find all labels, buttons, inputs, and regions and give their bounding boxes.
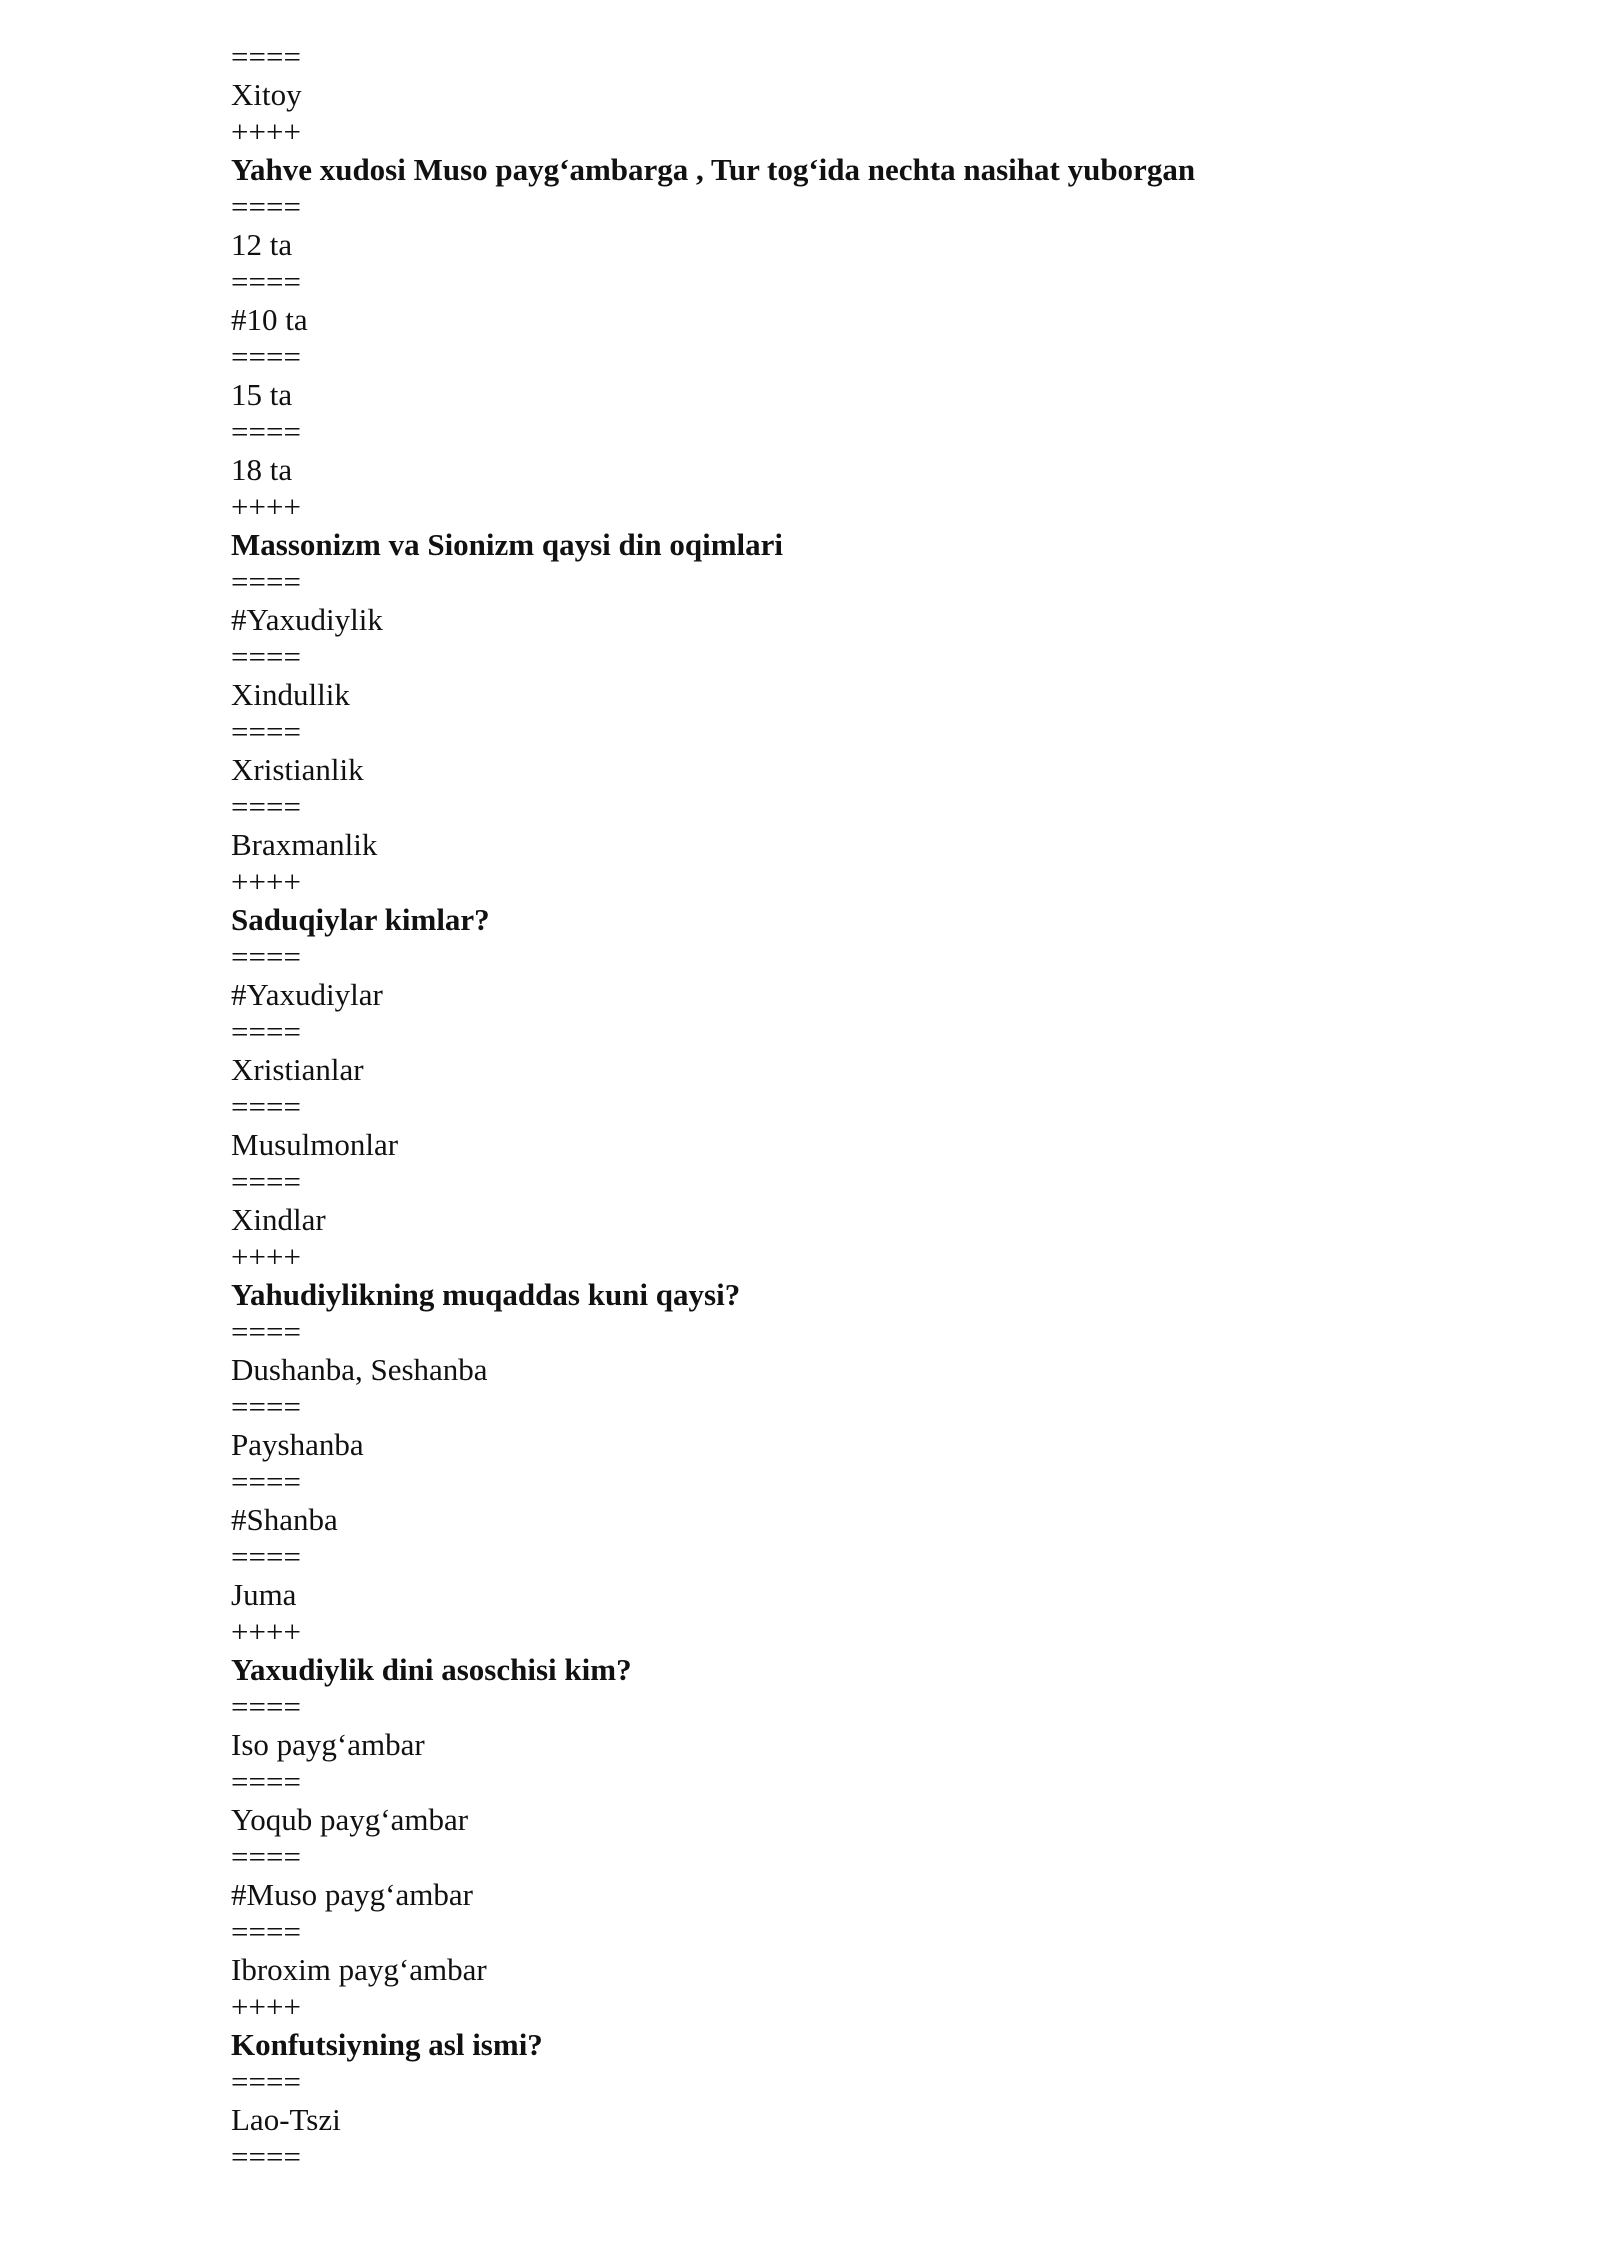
separator-line: ==== [231, 2139, 301, 2174]
separator-line: ==== [231, 714, 301, 749]
answer-option: Payshanba [231, 1426, 364, 1462]
separator-line: ==== [231, 1164, 301, 1199]
answer-option: Xindullik [231, 676, 350, 712]
separator-line: ++++ [231, 1239, 301, 1274]
answer-option: Lao-Tszi [231, 2101, 341, 2137]
answer-option: Dushanba, Seshanba [231, 1351, 488, 1387]
separator-line: ==== [231, 639, 301, 674]
answer-option: #Shanba [231, 1501, 338, 1537]
answer-option: 18 ta [231, 451, 293, 487]
answer-option: Braxmanlik [231, 826, 378, 862]
answer-option: 15 ta [231, 376, 293, 412]
answer-option: 12 ta [231, 226, 293, 262]
separator-line: ==== [231, 39, 301, 74]
question-text: Yaxudiylik dini asoschisi kim? [231, 1651, 632, 1687]
separator-line: ==== [231, 1464, 301, 1499]
answer-option: #Yaxudiylar [231, 976, 383, 1012]
separator-line: ==== [231, 1914, 301, 1949]
answer-option: #10 ta [231, 301, 308, 337]
separator-line: ==== [231, 564, 301, 599]
separator-line: ==== [231, 189, 301, 224]
answer-option: Musulmonlar [231, 1126, 399, 1162]
answer-option: Xristianlik [231, 751, 364, 787]
separator-line: ++++ [231, 114, 301, 149]
separator-line: ++++ [231, 489, 301, 524]
separator-line: ==== [231, 414, 301, 449]
separator-line: ==== [231, 1089, 301, 1124]
separator-line: ==== [231, 264, 301, 299]
question-text: Yahve xudosi Muso payg‘ambarga , Tur tog‘ida nechta nasihat yuborgan [231, 151, 1196, 187]
separator-line: ==== [231, 1389, 301, 1424]
separator-line: ==== [231, 1014, 301, 1049]
question-text: Saduqiylar kimlar? [231, 901, 490, 937]
question-text: Konfutsiyning asl ismi? [231, 2026, 543, 2062]
question-text: Yahudiylikning muqaddas kuni qaysi? [231, 1276, 741, 1312]
answer-option: #Yaxudiylik [231, 601, 383, 637]
separator-line: ==== [231, 789, 301, 824]
document-body [231, 38, 1531, 2176]
answer-option: Xristianlar [231, 1051, 364, 1087]
separator-line: ==== [231, 2064, 301, 2099]
separator-line: ==== [231, 1839, 301, 1874]
answer-option: #Muso payg‘ambar [231, 1876, 473, 1912]
separator-line: ==== [231, 1314, 301, 1349]
answer-option: Ibroxim payg‘ambar [231, 1951, 487, 1987]
answer-option: Yoqub payg‘ambar [231, 1801, 469, 1837]
separator-line: ++++ [231, 1989, 301, 2024]
separator-line: ==== [231, 1689, 301, 1724]
answer-option: Juma [231, 1576, 297, 1612]
answer-option: Xitoy [231, 76, 302, 112]
separator-line: ==== [231, 939, 301, 974]
question-text: Massonizm va Sionizm qaysi din oqimlari [231, 526, 784, 562]
answer-option: Iso payg‘ambar [231, 1726, 425, 1762]
separator-line: ==== [231, 1764, 301, 1799]
separator-line: ++++ [231, 864, 301, 899]
separator-line: ==== [231, 1539, 301, 1574]
separator-line: ++++ [231, 1614, 301, 1649]
separator-line: ==== [231, 339, 301, 374]
answer-option: Xindlar [231, 1201, 326, 1237]
